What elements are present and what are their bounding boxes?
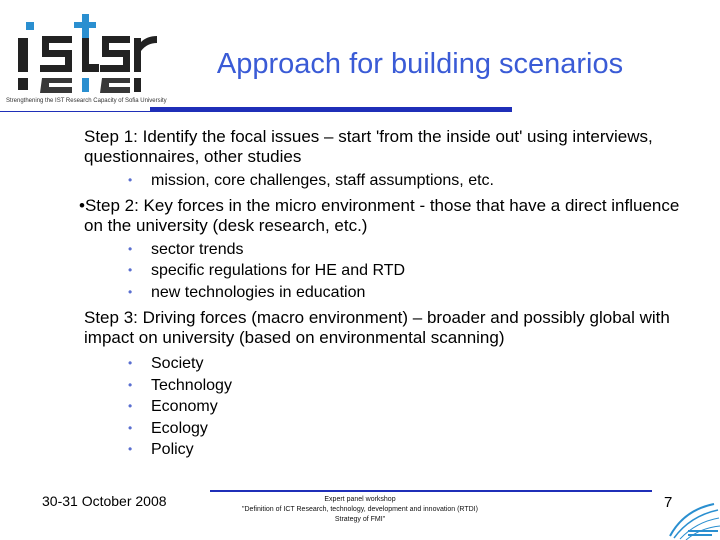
list-item: • new technologies in education	[84, 282, 694, 304]
list-item: • specific regulations for HE and RTD	[84, 260, 694, 282]
step-3-bullets	[84, 353, 694, 461]
footer-event-subtitle: "Definition of ICT Research, technology, development and innovation (RTDI) Strategy of FMI"	[242, 506, 478, 523]
slide-body	[79, 127, 694, 461]
list-item: • sector trends	[84, 239, 694, 261]
list-item: • mission, core challenges, staff assumptions, etc.	[84, 170, 694, 192]
eu-seventh-framework-logo	[664, 500, 720, 540]
bullet-icon: •	[128, 284, 133, 299]
footer-date: 30-31 October 2008	[42, 493, 167, 509]
step-1: Step 1: Identify the focal issues – start 'from the inside out' using interviews, questionnaires, other studies	[84, 127, 653, 166]
title-rule-thin	[0, 111, 512, 112]
step-2-bullets	[84, 239, 694, 304]
list-item: • Technology	[84, 375, 694, 397]
bullet-icon: •	[128, 173, 133, 187]
bullet-icon: •	[128, 399, 133, 413]
page-title: Approach for building scenarios	[216, 48, 624, 80]
list-item: • Economy	[84, 396, 694, 418]
bullet-icon: •	[128, 241, 133, 256]
bullet-icon: •	[128, 356, 133, 370]
tagline: Strengthening the IST Research Capacity of Sofia University	[6, 98, 167, 104]
bullet-icon: •	[128, 377, 133, 392]
step-2: •Step 2: Key forces in the micro environment - those that have a direct influence on the university (desk research, etc.)	[79, 195, 680, 235]
bullet-icon: •	[128, 420, 133, 435]
list-item: • Society	[84, 353, 694, 375]
bullet-icon: •	[128, 263, 133, 277]
step-1-bullets	[84, 170, 694, 192]
list-item: • Ecology	[84, 418, 694, 440]
footer-event	[230, 495, 490, 525]
bullet-icon: •	[128, 442, 133, 456]
step-3: Step 3: Driving forces (macro environment) – broader and possibly global with impact on university (based on environmental scanning)	[84, 308, 670, 347]
bullet-icon: •	[79, 195, 85, 215]
list-item: • Policy	[84, 439, 694, 461]
footer-event-title: Expert panel workshop	[324, 496, 396, 503]
page-number: 7	[664, 494, 673, 511]
footer-rule	[210, 490, 652, 492]
istsu-logo	[8, 8, 160, 94]
